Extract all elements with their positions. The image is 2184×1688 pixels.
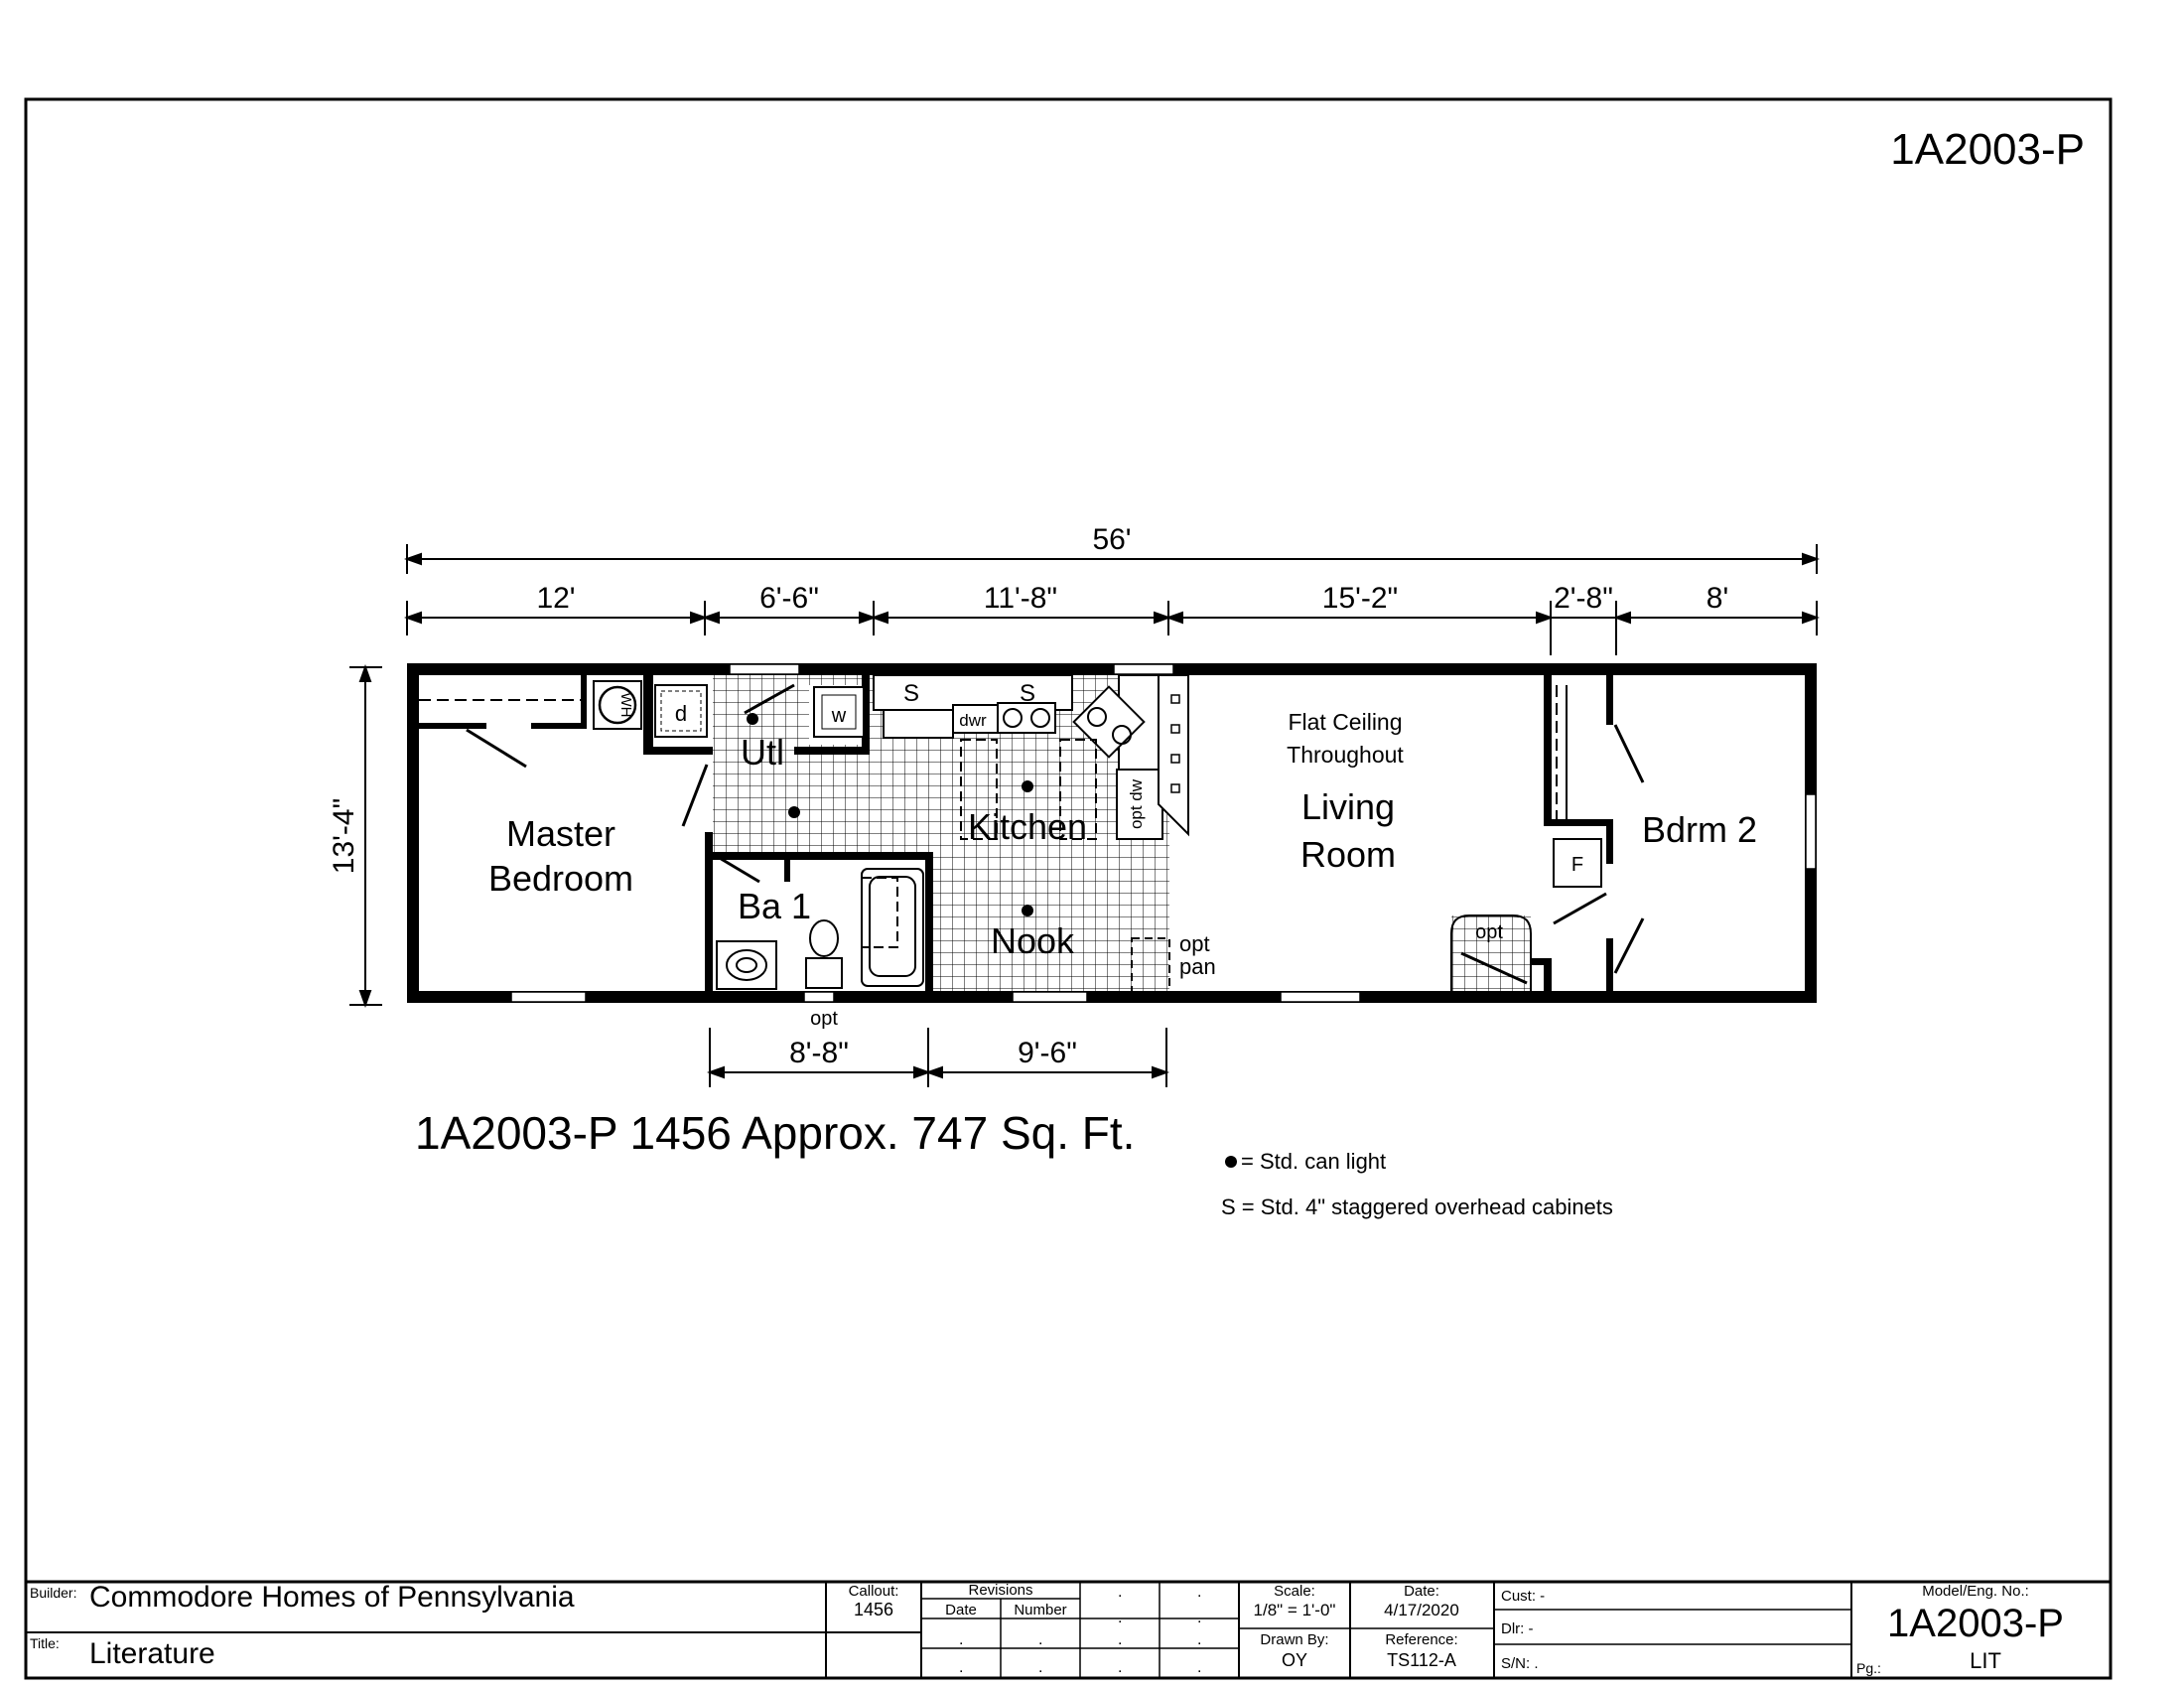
plan-caption: 1A2003-P 1456 Approx. 747 Sq. Ft. <box>415 1107 1136 1159</box>
dim-height: 13'-4" <box>328 797 360 875</box>
overall-dimension-label: 56' <box>1092 523 1132 556</box>
reference-label: Reference: <box>1385 1631 1458 1648</box>
builder-value: Commodore Homes of Pennsylvania <box>89 1581 575 1614</box>
dim-closet: 2'-8" <box>1554 582 1613 615</box>
date-label: Date: <box>1404 1583 1439 1600</box>
lavatory <box>717 941 776 989</box>
svg-text:.: . <box>1197 1631 1202 1648</box>
svg-text:.: . <box>1118 1659 1123 1676</box>
svg-text:.: . <box>1197 1610 1202 1626</box>
svg-text:.: . <box>959 1631 964 1648</box>
dealer-field: Dlr: - <box>1501 1620 1534 1637</box>
model-eng-label: Model/Eng. No.: <box>1922 1583 2029 1600</box>
svg-text:.: . <box>1118 1584 1123 1601</box>
room-living-line1: Living <box>1300 786 1396 827</box>
reference-value: TS112-A <box>1387 1650 1456 1670</box>
room-bedroom2: Bdrm 2 <box>1641 809 1758 850</box>
opt-pan-line1: opt <box>1179 931 1210 956</box>
cabinet-s-1: S <box>902 680 920 707</box>
svg-text:.: . <box>1118 1631 1123 1648</box>
dim-bottom-left: 8'-8" <box>789 1037 849 1069</box>
room-living-line2: Room <box>1299 834 1397 875</box>
living-note-line1: Flat Ceiling <box>1288 709 1403 735</box>
scale-label: Scale: <box>1274 1583 1315 1600</box>
opt-bath-label: opt <box>810 1008 838 1030</box>
legend-cabinets: S = Std. 4" staggered overhead cabinets <box>1221 1195 1613 1219</box>
date-value: 4/17/2020 <box>1384 1601 1459 1619</box>
opt-living-label: opt <box>1475 921 1503 943</box>
dim-kitchen: 11'-8" <box>983 582 1058 615</box>
can-light-legend-icon <box>1225 1156 1237 1168</box>
revisions-date-col: Date <box>945 1602 977 1618</box>
living-note-line2: Throughout <box>1287 742 1404 768</box>
dim-bottom-right: 9'-6" <box>1018 1037 1077 1069</box>
svg-text:.: . <box>1118 1610 1123 1626</box>
dryer <box>655 685 707 737</box>
model-eng-value: 1A2003-P <box>1887 1602 2064 1645</box>
furnace <box>1554 839 1601 887</box>
svg-text:.: . <box>1197 1659 1202 1676</box>
svg-text:.: . <box>1038 1631 1043 1648</box>
svg-text:F: F <box>1570 854 1584 876</box>
svg-text:.: . <box>959 1659 964 1676</box>
room-bath: Ba 1 <box>737 886 812 926</box>
dim-bedroom2: 8' <box>1706 582 1729 615</box>
opt-pan-line2: pan <box>1179 954 1216 979</box>
page-label: Pg.: <box>1856 1660 1881 1676</box>
svg-text:.: . <box>1197 1584 1202 1601</box>
drawn-by-label: Drawn By: <box>1260 1631 1329 1648</box>
model-number-corner: 1A2003-P <box>1890 125 2085 174</box>
dim-utility: 6'-6" <box>759 582 819 615</box>
callout-value: 1456 <box>853 1600 894 1619</box>
title-value: Literature <box>89 1637 215 1670</box>
svg-text:.: . <box>1038 1659 1043 1676</box>
dim-master: 12' <box>536 582 576 615</box>
room-master-line2: Bedroom <box>487 858 634 899</box>
title-label: Title: <box>30 1635 60 1651</box>
revisions-number-col: Number <box>1014 1602 1067 1618</box>
cabinet-s-2: S <box>1019 680 1036 707</box>
room-utility: Utl <box>741 732 784 773</box>
room-kitchen: Kitchen <box>967 806 1088 847</box>
scale-value: 1/8" = 1'-0" <box>1253 1601 1336 1619</box>
opt-dishwasher: opt dw <box>1127 778 1146 830</box>
bathtub <box>862 869 923 986</box>
callout-label: Callout: <box>848 1583 899 1600</box>
serial-field: S/N: . <box>1501 1655 1539 1672</box>
washer <box>814 687 864 737</box>
dishwasher-drawer: dwr <box>959 711 987 730</box>
svg-text:w: w <box>831 705 847 727</box>
revisions-label: Revisions <box>968 1582 1033 1599</box>
drawn-by-value: OY <box>1281 1650 1308 1670</box>
room-master-line1: Master <box>505 813 616 854</box>
customer-field: Cust: - <box>1501 1588 1546 1605</box>
builder-label: Builder: <box>30 1585 77 1601</box>
bottom-dimensions <box>710 1028 1166 1087</box>
svg-text:d: d <box>674 701 688 726</box>
room-nook: Nook <box>990 920 1075 961</box>
svg-text:WH: WH <box>617 692 634 718</box>
page-value: LIT <box>1970 1648 2001 1673</box>
dim-living: 15'-2" <box>1321 582 1399 615</box>
legend-can-light: = Std. can light <box>1241 1149 1387 1174</box>
water-heater <box>594 681 641 729</box>
